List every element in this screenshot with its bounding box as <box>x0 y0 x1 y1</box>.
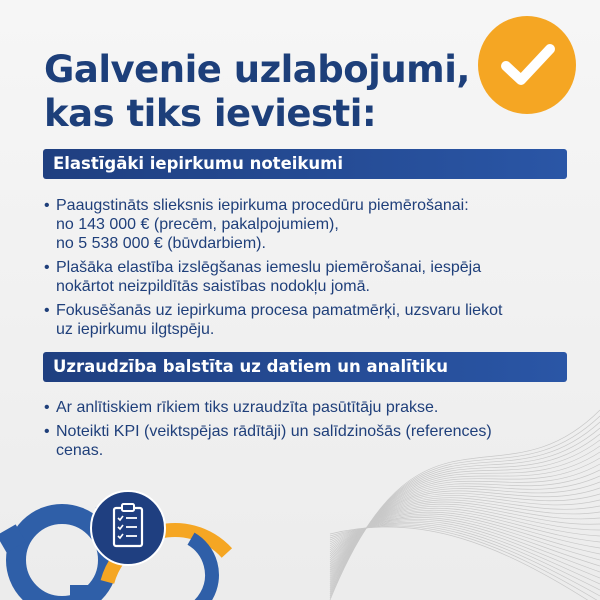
data-monitoring-list <box>44 398 564 465</box>
list-item-line: nokārtot neizpildītās saistības nodokļu jomā. <box>56 278 370 295</box>
list-item-line: • Paaugstināts slieksnis iepirkuma procedūru piemērošanai: <box>56 197 469 214</box>
clipboard-checklist-icon <box>90 490 166 566</box>
list-item <box>44 422 564 460</box>
list-item <box>44 398 564 417</box>
list-item <box>44 258 564 296</box>
list-item-line: • Noteikti KPI (veiktspējas rādītāji) un salīdzinošās (references) <box>56 423 492 440</box>
list-item-line: • Ar anlītiskiem rīkiem tiks uzraudzīta pasūtītāju prakse. <box>56 399 439 416</box>
checkmark-icon <box>478 16 576 114</box>
section-heading-procurement-rules: Elastīgāki iepirkumu noteikumi <box>43 149 567 179</box>
list-item-line: • Fokusēšanās uz iepirkuma procesa pamatmērķi, uzsvaru liekot <box>56 302 503 319</box>
title-line-2: kas tiks ieviesti: <box>44 92 377 135</box>
section-heading-data-monitoring: Uzraudzība balstīta uz datiem un analītiku <box>43 352 567 382</box>
list-item-line: uz iepirkumu ilgtspēju. <box>56 321 215 338</box>
list-item-line: no 5 538 000 € (būvdarbiem). <box>56 235 266 252</box>
procurement-rules-list <box>44 196 564 344</box>
list-item-line: no 143 000 € (precēm, pakalpojumiem), <box>56 216 339 233</box>
page-title <box>44 48 470 136</box>
title-line-1: Galvenie uzlabojumi, <box>44 48 470 91</box>
list-item-line: cenas. <box>56 442 104 459</box>
list-item-line: • Plašāka elastība izslēgšanas iemeslu piemērošanai, iespēja <box>56 259 482 276</box>
list-item <box>44 301 564 339</box>
list-item <box>44 196 564 253</box>
